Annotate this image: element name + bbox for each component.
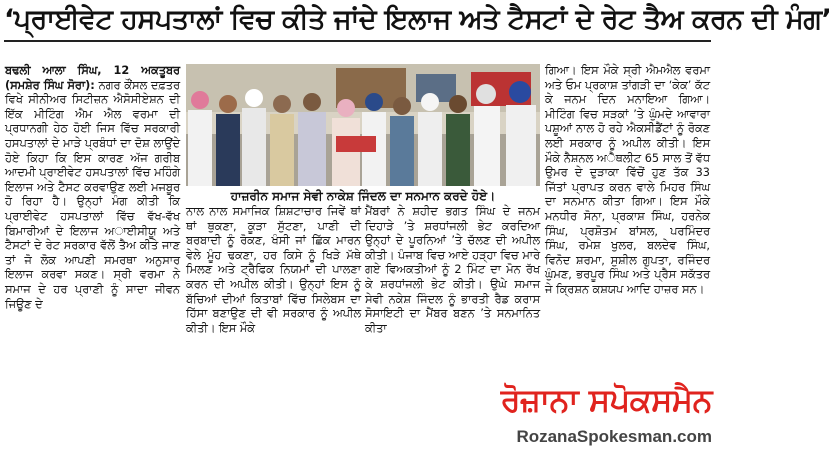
article-text: ਗਿਆ। ਇਸ ਮੌਕੇ ਸ੍ਰੀ ਐਮਐਲ ਵਰਮਾ ਅਤੇ ਓਮ ਪ੍ਰਕਾਸ਼ ਤਾਂਗੜੀ ਦਾ ‘ਕੇਕ’ ਕੱਟ ਕੇ ਜਨਮ ਦਿਨ ਮਨਾਇਆ ਗਿਆ। ਮੀਟਿੰਗ ਵਿਚ ਸੜਕਾਂ ’ਤੇ ਘੁੰਮਦੇ ਆਵਾਰਾ ਪਸ਼ੂਆਂ ਨਾਲ ਹੋ ਰਹੇ ਐਕਸੀਡੈਂਟਾਂ ਨੂੰ ਰੋਕਣ ਲਈ ਸਰਕਾਰ ਨੂੰ ਅਪੀਲ ਕੀਤੀ। ਇਸ ਮੌਕੇ ਨੈਸ਼ਨਲ ਅੈਥਲੀਟ 65 ਸਾਲ ਤੋਂ ਵੱਧ ਉਮਰ ਦੇ ਦੁੜਾਕਾ ਵਿੱਚੋਂ ਹੁਣ ਤੱਕ 33 ਜਿੱਤਾਂ ਪ੍ਰਾਪਤ ਕਰਨ ਵਾਲੇ ਮਿਹਰ ਸਿੰਘ ਦਾ ਸਨਮਾਨ ਕੀਤਾ ਗਿਆ। ਇਸ ਮੌਕੇ ਮਨਧੀਰ ਸੋਨਾ, ਪ੍ਰਕਾਸ਼ ਸਿੰਘ, ਹਰਨੇਕ ਸਿੰਘ, ਪ੍ਰਸ਼ੋਤਮ ਬਾਂਸਲ, ਪਰਮਿੰਦਰ ਸਿੰਘ, ਰਮੇਸ਼ ਖੁਲਰ, ਬਲਦੇਵ ਸਿੰਘ, ਵਿਨੋਦ ਸ਼ਰਮਾ, ਸੁਸ਼ੀਲ ਗੁਪਤਾ, ਰਜਿੰਦਰ ਘੁੰਮਣ, ਭਰਪੂਰ ਸਿੰਘ ਅਤੇ ਪ੍ਰੈਸ ਸਕੱਤਰ ਜੇ ਕ੍ਰਿਸ਼ਨ ਕਸ਼ਯਪ ਆਦਿ ਹਾਜ਼ਰ ਸਨ।: [545, 64, 710, 296]
headline: ‘ਪ੍ਰਾਈਵੇਟ ਹਸਪਤਾਲਾਂ ਵਿਚ ਕੀਤੇ ਜਾਂਦੇ ਇਲਾਜ ਅਤੇ ਟੈਸਟਾਂ ਦੇ ਰੇਟ ਤੈਅ ਕਰਨ ਦੀ ਮੰਗ’: [4, 4, 831, 35]
group-photo-image: [186, 64, 540, 186]
news-photo: [186, 64, 540, 186]
newspaper-masthead: ਰੋਜ਼ਾਨਾ ਸਪੋਕਸਮੈਨ: [500, 381, 712, 419]
article-text: ਮੈਂਬਰਾਂ ਨੇ ਸ਼ਹੀਦ ਭਗਤ ਸਿੰਘ ਦੇ ਜਨਮ ਦਿਹਾੜੇ ’ਤੇ ਸ਼ਰਧਾਂਜਲੀ ਭੇਟ ਕਰਦਿਆ ਉਨ੍ਹਾਂ ਦੇ ਪੂਰਨਿਆਂ ’ਤੇ ਚੱਲਣ ਦੀ ਅਪੀਲ ਕੀਤੀ। ਪੰਜਾਬ ਵਿਚ ਆਏ ਹੜ੍ਹਾ ਵਿਚ ਮਾਰੇ ਗਏ ਵਿਅਕਤੀਆਂ ਨੂੰ 2 ਮਿੰਟ ਦਾ ਮੋਨ ਰੱਖ ਕੇ ਸ਼ਰਧਾਂਜਲੀ ਭੇਟ ਕੀਤੀ। ਉਘੇ ਸਮਾਜ ਸੇਵੀ ਨਕੇਸ਼ ਜਿੰਦਲ ਨੂੰ ਭਾਰਤੀ ਰੈਡ ਕਰਾਸ ਸੋਸਾਇਟੀ ਦਾ ਮੈਂਬਰ ਬਣਨ ’ਤੇ ਸਨਮਾਨਿਤ ਕੀਤਾ: [365, 205, 540, 335]
website-url: RozanaSpokesman.com: [516, 427, 712, 446]
article-column-4: [545, 64, 710, 360]
article-text: ਨਗਰ ਕੌਂਸਲ ਦਫ਼ਤਰ ਵਿਖੇ ਸੀਨੀਅਰ ਸਿਟੀਜ਼ਨ ਐਸੋਸੀਏਸ਼ਨ ਦੀ ਇੱਕ ਮੀਟਿੰਗ ਐਮ ਐਲ ਵਰਮਾ ਦੀ ਪ੍ਰਧਾਨਗੀ ਹੇਠ ਹੋਈ ਜਿਸ ਵਿੱਚ ਸਰਕਾਰੀ ਹਸਪਤਾਲਾਂ ਦੇ ਮਾੜੇ ਪ੍ਰਬੰਧਾਂ ਦਾ ਦੋਸ਼ ਲਾਉਂਦੇ ਹੋਏ ਕਿਹਾ ਕਿ ਇਸ ਕਾਰਣ ਅੱਜ ਗਰੀਬ ਆਦਮੀ ਪ੍ਰਾਈਵੇਟ ਹਸਪਤਾਲਾਂ ਵਿੱਚ ਮਹਿੰਗੇ ਇਲਾਜ ਅਤੇ ਟੈਸਟ ਕਰਵਾਉਣ ਲਈ ਮਜਬੂਰ ਹੋ ਰਿਹਾ ਹੈ। ਉਨ੍ਹਾਂ ਮੰਗ ਕੀਤੀ ਕਿ ਪ੍ਰਾਈਵੇਟ ਹਸਪਤਾਲਾਂ ਵਿੱਚ ਵੱਖ-ਵੱਖ ਬਿਮਾਰੀਆਂ ਦੇ ਇਲਾਜ ਅਾਈਸੀਯੂ ਅਤੇ ਟੈਸਟਾਂ ਦੇ ਰੇਟ ਸਰਕਾਰ ਵੱਲੋਂ ਤੈਅ ਕੀਤੇ ਜਾਣ ਤਾਂ ਜੋ ਲੋਕ ਆਪਣੀ ਸਮਰਥਾ ਅਨੁਸਾਰ ਇਲਾਜ ਕਰਵਾ ਸਕਣ। ਸ੍ਰੀ ਵਰਮਾ ਨੇ ਸਮਾਜ ਦੇ ਹਰ ਪ੍ਰਾਣੀ ਨੂੰ ਸਾਦਾ ਜੀਵਨ ਜਿਊਣ ਦੇ: [5, 78, 180, 311]
photo-caption: ਹਾਜ਼ਰੀਨ ਸਮਾਜ ਸੇਵੀ ਨਾਕੇਸ਼ ਜਿੰਦਲ ਦਾ ਸਨਮਾਨ ਕਰਦੇ ਹੋਏ।: [230, 189, 496, 203]
article-column-3: [365, 205, 540, 361]
headline-rule: [4, 40, 711, 42]
article-text: ਨਾਲ ਨਾਲ ਸਮਾਜਿਕ ਸ਼ਿਸ਼ਟਾਚਾਰ ਜਿਵੇਂ ਥਾਂ ਥਾਂ ਥੁਕਣਾ, ਕੂੜਾ ਸੁੱਟਣਾ, ਪਾਣੀ ਦੀ ਬਰਬਾਦੀ ਨੂੰ ਰੋਕਣ, ਖੰਸੀ ਜਾਂ ਛਿੱਕ ਮਾਰਨ ਵੇਲੇ ਮੂੰਹ ਢਕਣਾ, ਹਰ ਕਿਸੇ ਨੂੰ ਖਿੜੇ ਮੱਥੇ ਮਿਲਣ ਅਤੇ ਟ੍ਰੈਫਿਕ ਨਿਯਮਾਂ ਦੀ ਪਾਲਣਾ ਕਰਨ ਦੀ ਅਪੀਲ ਕੀਤੀ। ਉਨ੍ਹਾਂ ਇਸ ਨੂੰ ਬੱਚਿਆਂ ਦੀਆਂ ਕਿਤਾਬਾਂ ਵਿੱਚ ਸਿਲੇਬਸ ਦਾ ਹਿੱਸਾ ਬਣਾਉਣ ਦੀ ਵੀ ਸਰਕਾਰ ਨੂੰ ਅਪੀਲ ਕੀਤੀ। ਇਸ ਮੌਕੇ: [186, 205, 361, 335]
article-paragraph: [5, 64, 180, 312]
article-column-1: [5, 64, 180, 360]
article-column-2: [186, 205, 361, 361]
dateline: ਬਢਲੀ ਆਲਾ ਸਿੰਘ, 12 ਅਕਤੂਬਰ (ਸਮਸ਼ੇਰ ਸਿੰਘ ਸੋਰਾ):: [5, 64, 180, 92]
